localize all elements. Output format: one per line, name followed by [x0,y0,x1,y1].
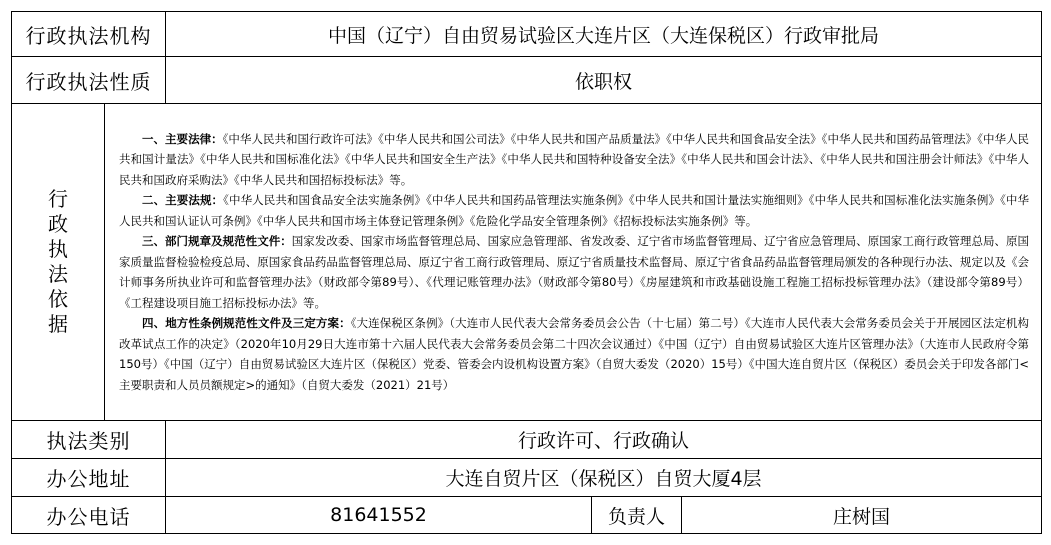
basis-item-heading: 三、部门规章及规范性文件： [142,234,292,249]
row-nature [12,57,1042,104]
basis-item-heading: 四、地方性条例规范性文件及三定方案： [142,316,351,331]
row-basis [12,104,1042,421]
agency-value: 中国（辽宁）自由贸易试验区大连片区（大连保税区）行政审批局 [166,12,1042,57]
nature-value: 依职权 [166,57,1042,104]
address-label: 办公地址 [12,459,166,497]
basis-item-text: 国家发改委、国家市场监督管理总局、国家应急管理部、省发改委、辽宁省市场监督管理局、辽宁省应急管理局、原国家工商行政管理总局、原国家质量监督检验检疫总局、原国家食品药品监督管理总局、原辽宁省工商行政管理局、原辽宁省质量技术监督局、原辽宁省食品药品监督管理局颁发的各种现行办法、规定以及《会计师事务所执业许可和监督管理办法》（财政部令第89号）、《代理记账管理办法》（财政部令第80号）《房屋建筑和市政基础设施工程施工招标投标管理办法》（建设部令第89号）《工程建设项目施工招标投标办法》等。 [119,234,1030,310]
agency-label: 行政执法机构 [12,12,166,57]
row-category [12,421,1042,459]
basis-item [119,231,1029,313]
basis-content [105,104,1042,421]
basis-item-text: 《中华人民共和国食品安全法实施条例》《中华人民共和国药品管理法实施条例》《中华人民共和国计量法实施细则》《中华人民共和国标准化法实施条例》《中华人民共和国认证认可条例》《中华人民共和国市场主体登记管理条例》《危险化学品安全管理条例》《招标投标法实施条例》等。 [119,193,1030,228]
row-address [12,459,1042,497]
phone-label: 办公电话 [12,497,166,534]
basis-item-text: 《大连保税区条例》（大连市人民代表大会常务委员会公告（十七届）第二号）《大连市人民代表大会常务委员会关于开展园区法定机构改革试点工作的决定》（2020年10月29日大连市第十六届人民代表大会常务委员会第二十四次会议通过）《中国（辽宁）自由贸易试验区大连片区管理办法》（大连市人民政府令第150号）《中国（辽宁）自由贸易试验区大连片区（保税区）党委、管委会内设机构设置方案》（自贸大委发（2020）15号）《中国大连自贸片区（保税区）委员会关于印发各部门<主要职责和人员员额规定>的通知》（自贸大委发（2021）21号） [119,316,1030,392]
enforcement-info-table [11,11,1042,534]
basis-item [119,313,1029,395]
row-phone [12,497,1042,534]
basis-label [12,104,105,421]
basis-label-char: 政 [48,212,68,236]
basis-item-heading: 一、主要法律： [142,131,223,146]
row-agency [12,12,1042,57]
basis-label-char: 依 [48,287,68,311]
basis-item-text: 《中华人民共和国行政许可法》《中华人民共和国公司法》《中华人民共和国产品质量法》《中华人民共和国食品安全法》《中华人民共和国药品管理法》《中华人民共和国计量法》《中华人民共和国标准化法》《中华人民共和国安全生产法》《中华人民共和国特种设备安全法》《中华人民共和国会计法》、《中华人民共和国注册会计师法》《中华人民共和国政府采购法》《中华人民共和国招标投标法》等。 [119,131,1030,187]
basis-item [119,190,1029,231]
address-value: 大连自贸片区（保税区）自贸大厦4层 [166,459,1042,497]
basis-item [119,129,1029,191]
basis-label-char: 据 [48,312,68,336]
nature-label: 行政执法性质 [12,57,166,104]
basis-label-char: 法 [48,262,68,286]
category-label: 执法类别 [12,421,166,459]
basis-label-char: 行 [48,187,68,211]
phone-value: 81641552 [166,497,592,534]
basis-item-heading: 二、主要法规： [142,193,224,208]
category-value: 行政许可、行政确认 [166,421,1042,459]
basis-label-char: 执 [48,237,68,261]
person-value: 庄树国 [682,497,1042,534]
person-label: 负责人 [592,497,682,534]
